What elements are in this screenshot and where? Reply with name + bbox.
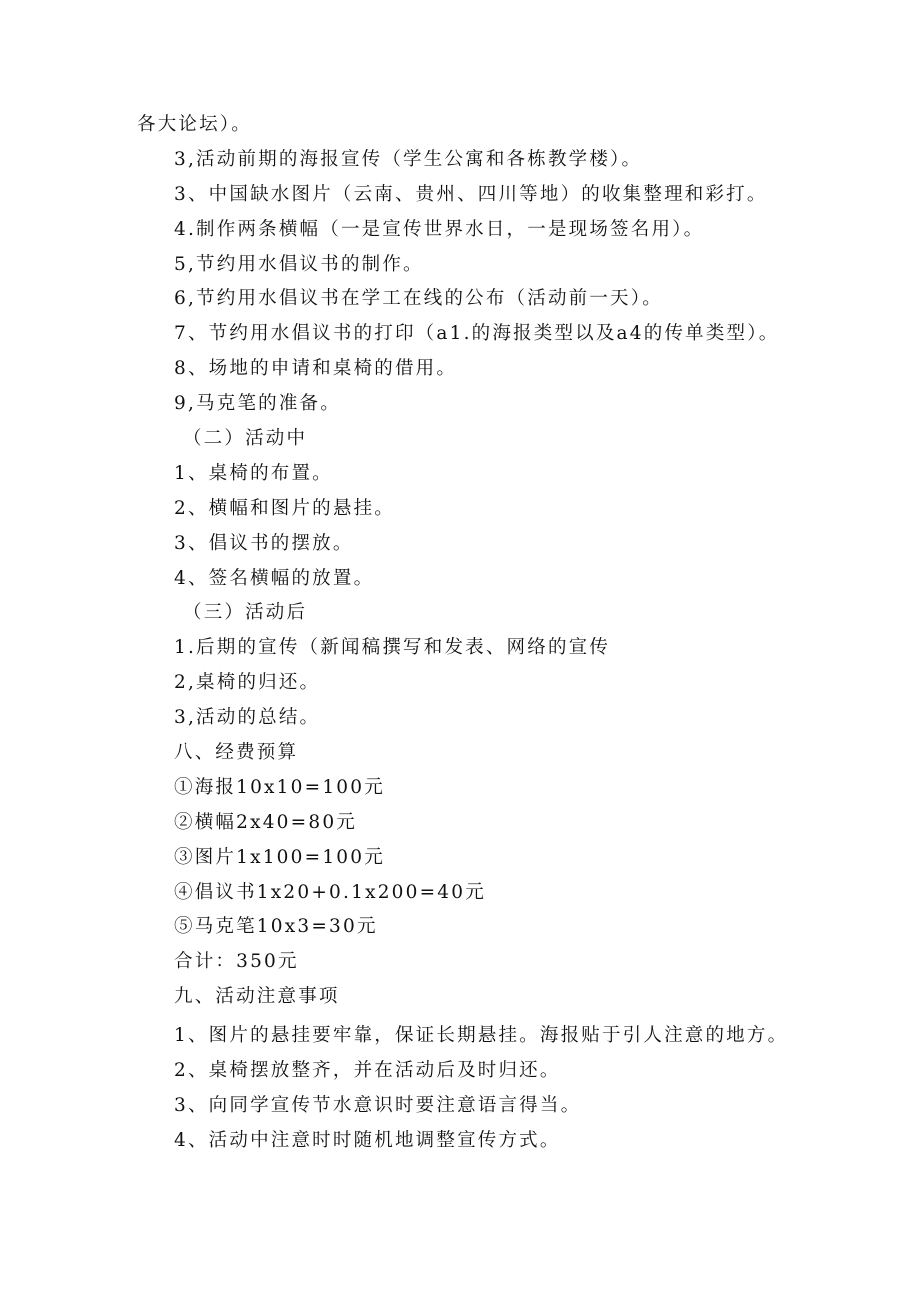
text-line: 5,节约用水倡议书的制作。 [174, 253, 424, 275]
budget-item: ⑤马克笔10x3=30元 [174, 916, 378, 938]
text-line: 2,桌椅的归还。 [174, 672, 321, 694]
text-line: 2、横幅和图片的悬挂。 [174, 497, 395, 519]
text-line: 3、中国缺水图片（云南、贵州、四川等地）的收集整理和彩打。 [174, 183, 768, 205]
budget-item: ①海报10x10=100元 [174, 776, 385, 798]
text-line: 4.制作两条横幅（一是宣传世界水日，一是现场签名用）。 [174, 218, 705, 240]
text-line: 1.后期的宣传（新闻稿撰写和发表、网络的宣传 [174, 637, 611, 659]
text-line: 3,活动前期的海报宣传（学生公寓和各栋教学楼）。 [174, 148, 643, 170]
document-body [0, 108, 920, 1159]
budget-item: ③图片1x100=100元 [174, 846, 385, 868]
text-line: 4、活动中注意时时随机地调整宣传方式。 [174, 1129, 561, 1151]
text-line: 9,马克笔的准备。 [174, 393, 341, 415]
text-line: 4、签名横幅的放置。 [174, 567, 375, 589]
section-heading: （二）活动中 [183, 428, 308, 450]
text-line: 3,活动的总结。 [174, 707, 321, 729]
text-line: 1、桌椅的布置。 [174, 462, 333, 484]
section-heading: 八、经费预算 [174, 742, 299, 764]
text-line: 7、节约用水倡议书的打印（a1.的海报类型以及a4的传单类型）。 [174, 323, 780, 345]
text-line: 2、桌椅摆放整齐，并在活动后及时归还。 [174, 1060, 561, 1082]
budget-total: 合计：350元 [174, 951, 299, 973]
text-line: 3、倡议书的摆放。 [174, 532, 354, 554]
text-line: 6,节约用水倡议书在学工在线的公布（活动前一天）。 [174, 288, 663, 310]
text-line: 1、图片的悬挂要牢靠，保证长期悬挂。海报贴于引人注意的地方。 [174, 1025, 789, 1047]
section-heading: 九、活动注意事项 [174, 986, 340, 1008]
budget-item: ②横幅2x40=80元 [174, 811, 357, 833]
text-line: 3、向同学宣传节水意识时要注意语言得当。 [174, 1094, 582, 1116]
text-line: 各大论坛）。 [137, 114, 252, 135]
budget-item: ④倡议书1x20+0.1x200=40元 [174, 881, 486, 903]
text-line: 8、场地的申请和桌椅的借用。 [174, 358, 458, 380]
section-heading: （三）活动后 [183, 602, 308, 624]
